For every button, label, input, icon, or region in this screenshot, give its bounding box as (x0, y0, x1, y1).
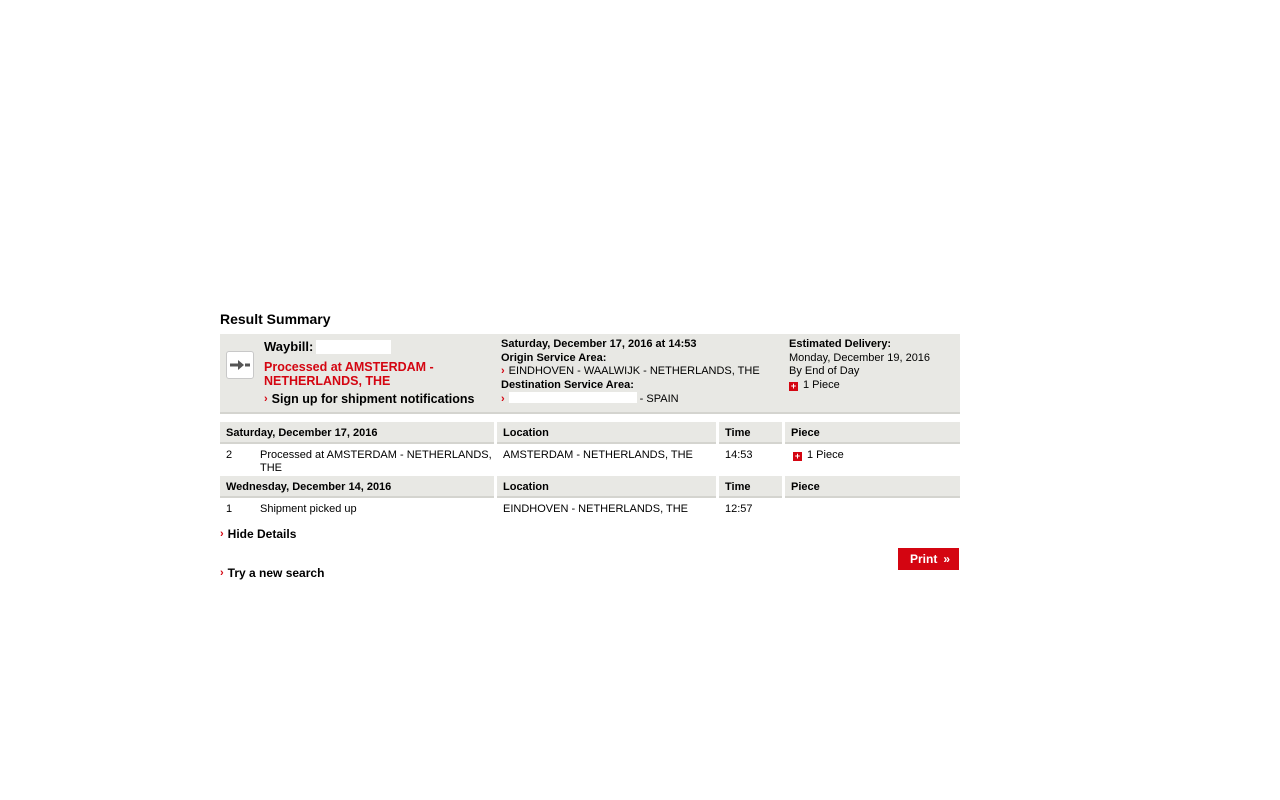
event-time: 12:57 (725, 503, 753, 515)
piece-header: Piece (785, 422, 960, 444)
pieces-toggle[interactable] (789, 379, 959, 393)
double-chevron-right-icon: » (943, 552, 948, 566)
bottom-actions (220, 527, 960, 587)
estimated-delivery-label: Estimated Delivery: (789, 338, 892, 350)
event-number: 2 (226, 449, 233, 461)
event-time: 14:53 (725, 449, 753, 461)
origin-value: EINDHOVEN - WAALWIJK - NETHERLANDS, THE (508, 365, 760, 377)
hide-details-link[interactable] (220, 527, 296, 541)
service-area-column (501, 338, 781, 407)
signup-notifications-link[interactable] (264, 392, 484, 406)
location-header: Location (497, 476, 716, 498)
waybill-row (264, 339, 484, 355)
plus-icon[interactable]: + (794, 451, 801, 461)
waybill-column (264, 339, 484, 406)
estimated-delivery-date: Monday, December 19, 2016 (789, 351, 931, 364)
plus-icon[interactable]: + (790, 380, 797, 391)
print-label: Print (909, 552, 938, 566)
new-search-label: Try a new search (227, 566, 325, 580)
origin-row (501, 365, 781, 379)
event-description: Processed at AMSTERDAM - NETHERLANDS, THE (260, 449, 492, 474)
location-header: Location (497, 422, 716, 444)
pieces-count: 1 Piece (803, 378, 840, 391)
time-header: Time (719, 476, 782, 498)
tracking-result (220, 311, 960, 587)
hide-details-label: Hide Details (227, 527, 297, 541)
event-row (220, 444, 960, 472)
event-header-row (220, 476, 960, 498)
waybill-label: Waybill: (264, 339, 314, 354)
destination-row (501, 392, 781, 407)
origin-label: Origin Service Area: (501, 351, 607, 364)
event-header-row (220, 422, 960, 444)
time-header: Time (719, 422, 782, 444)
event-date-header: Saturday, December 17, 2016 (220, 422, 494, 444)
chevron-right-icon: › (264, 392, 268, 405)
event-date-header: Wednesday, December 14, 2016 (220, 476, 494, 498)
chevron-right-icon: › (220, 527, 224, 540)
estimated-delivery-time: By End of Day (789, 365, 860, 377)
result-summary-panel (220, 334, 960, 414)
last-event-datetime: Saturday, December 17, 2016 at 14:53 (501, 338, 697, 350)
chevron-right-icon: › (220, 566, 224, 579)
event-description: Shipment picked up (260, 503, 357, 515)
destination-city-redacted (509, 392, 637, 403)
arrow-right-icon (226, 351, 254, 379)
event-piece-label: 1 Piece (807, 449, 844, 461)
signup-notifications-label: Sign up for shipment notifications (271, 392, 475, 406)
destination-label: Destination Service Area: (501, 378, 634, 391)
print-button[interactable] (898, 548, 959, 570)
event-row (220, 498, 960, 515)
chevron-right-icon: › (501, 393, 505, 405)
event-location: AMSTERDAM - NETHERLANDS, THE (503, 449, 693, 461)
result-summary-heading: Result Summary (220, 311, 331, 327)
waybill-number-redacted (316, 340, 391, 354)
event-piece (785, 503, 960, 515)
event-location: EINDHOVEN - NETHERLANDS, THE (503, 503, 688, 515)
new-search-link[interactable] (220, 566, 324, 580)
piece-header: Piece (785, 476, 960, 498)
destination-value: - SPAIN (639, 393, 679, 405)
shipment-status: Processed at AMSTERDAM - NETHERLANDS, THE (264, 360, 434, 388)
chevron-right-icon: › (501, 365, 505, 377)
estimated-delivery-column (789, 338, 959, 392)
event-piece[interactable] (785, 449, 960, 472)
event-number: 1 (226, 503, 233, 515)
